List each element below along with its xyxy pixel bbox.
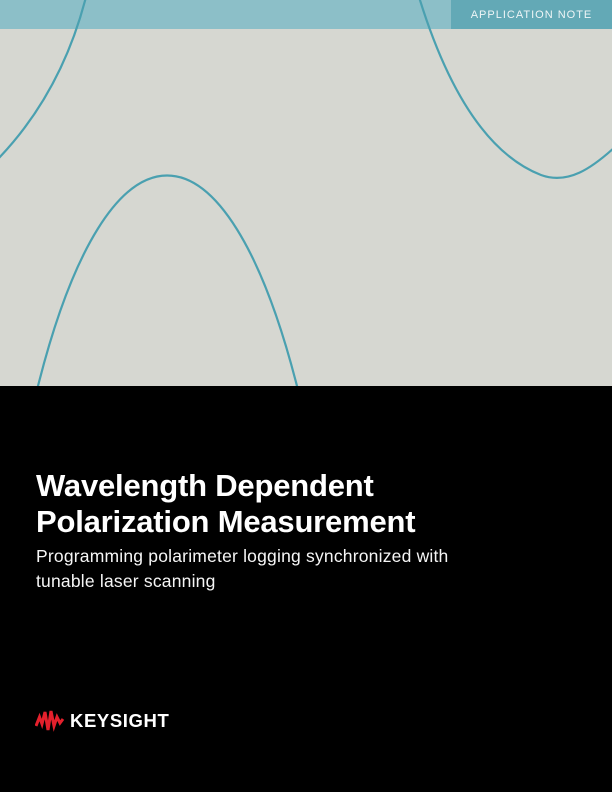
badge-label: APPLICATION NOTE <box>470 8 593 21</box>
page-subtitle <box>36 544 449 594</box>
application-note-badge <box>451 0 612 29</box>
keysight-logo <box>35 709 169 733</box>
title-line-2: Polarization Measurement <box>36 504 416 539</box>
sine-curves-decoration <box>0 0 612 386</box>
keysight-spark-icon <box>35 709 65 733</box>
title-line-1: Wavelength Dependent <box>36 468 374 503</box>
page-title <box>36 468 415 540</box>
subtitle-line-2: tunable laser scanning <box>36 571 216 591</box>
subtitle-line-1: Programming polarimeter logging synchronized with <box>36 546 449 566</box>
curve-center-hump <box>37 176 298 387</box>
keysight-logo-text: KEYSIGHT <box>70 710 170 731</box>
cover-hero <box>0 0 612 386</box>
